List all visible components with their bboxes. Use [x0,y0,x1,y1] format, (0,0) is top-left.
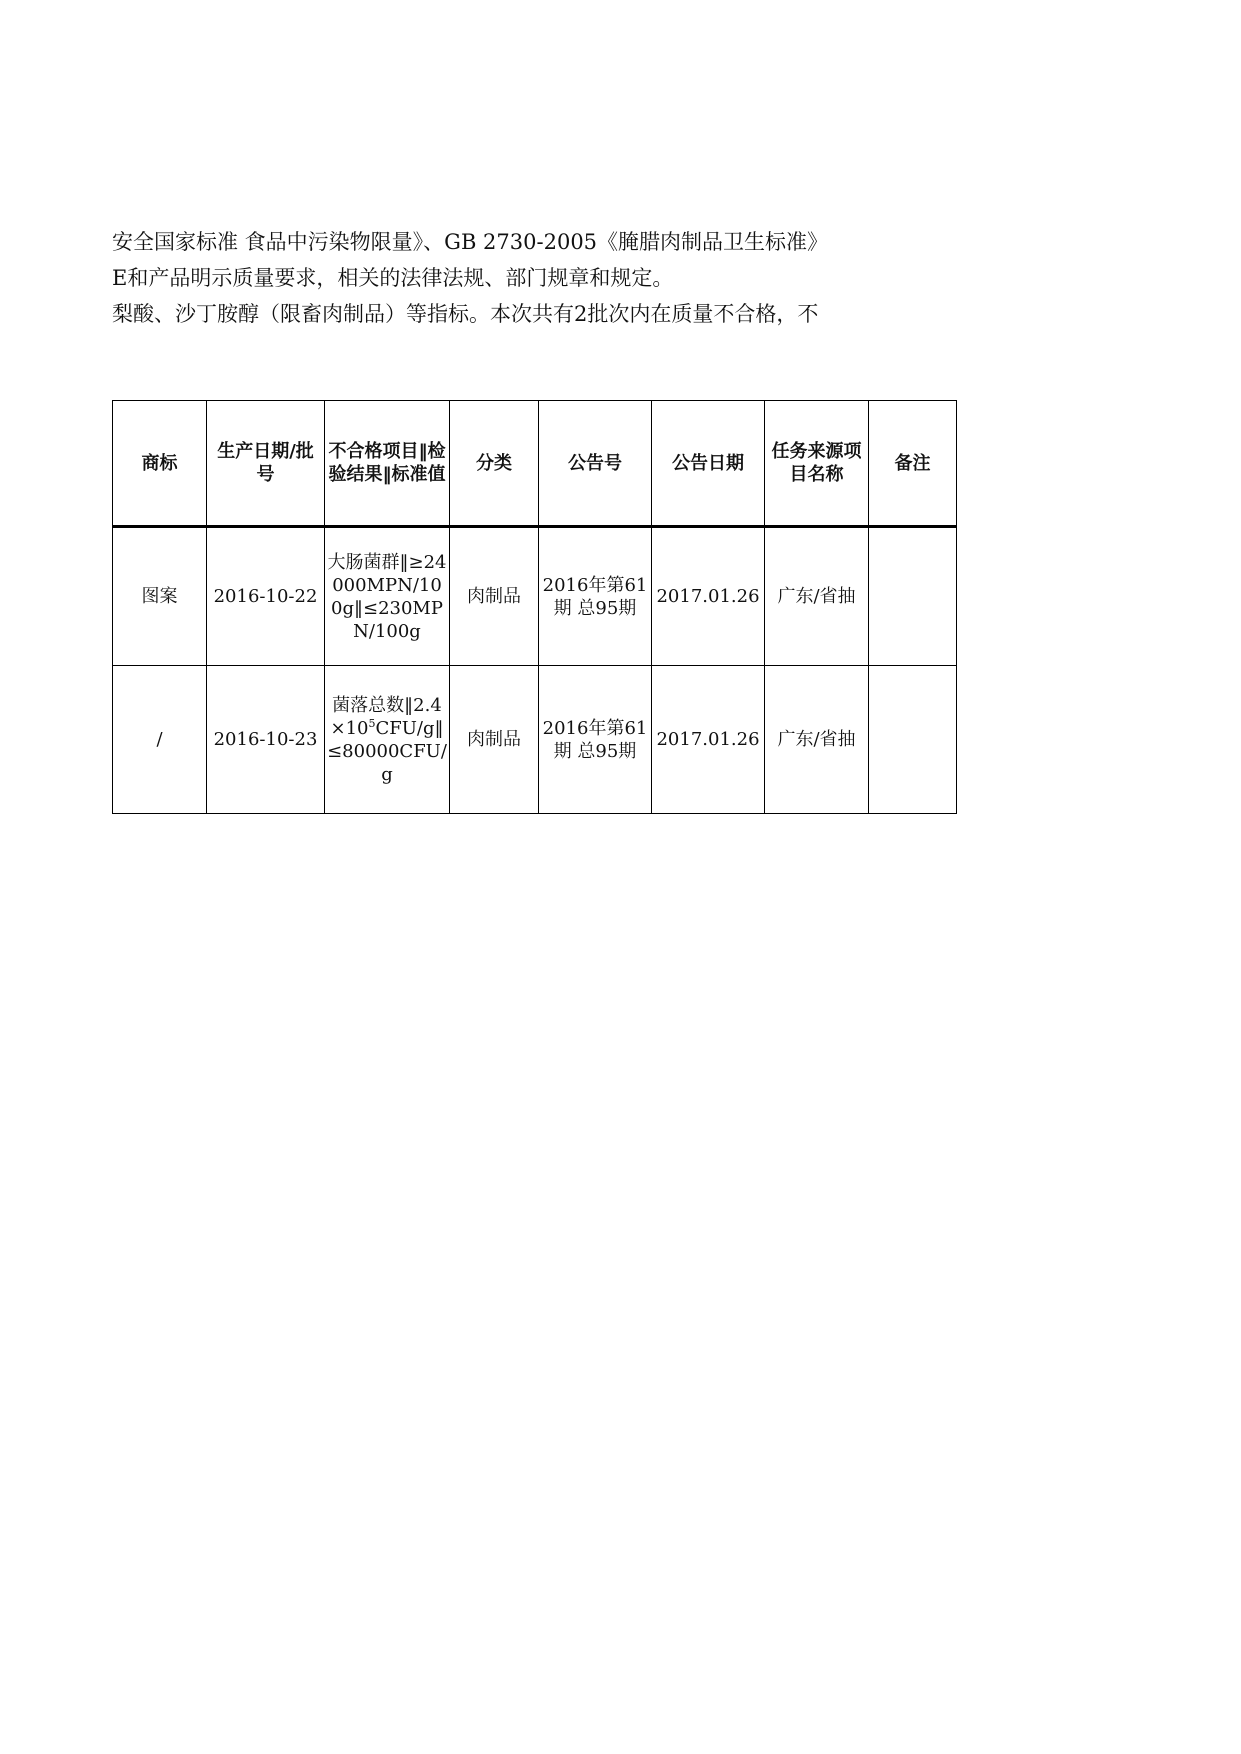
failed-item-text [327,694,447,786]
header-notice-number: 公告号 [539,401,652,527]
header-row [113,401,957,527]
header-task-source: 任务来源项目名称 [765,401,869,527]
failed-item-exponent: 5 [368,716,376,730]
header-remarks: 备注 [869,401,957,527]
cell-failed-item [325,527,450,666]
intro-line-2: E和产品明示质量要求，相关的法律法规、部门规章和规定。 [112,266,674,290]
cell-failed-item [325,666,450,814]
failed-item-part-2: CFU/g‖≤80000CFU/g [327,717,447,785]
header-production-date: 生产日期/批号 [207,401,325,527]
cell-category: 肉制品 [450,527,539,666]
cell-notice-date: 2017.01.26 [652,527,765,666]
cell-production-date: 2016-10-23 [207,666,325,814]
intro-line-1: 安全国家标准 食品中污染物限量》、GB 2730-2005《腌腊肉制品卫生标准》 [112,230,829,254]
header-notice-date: 公告日期 [652,401,765,527]
notice-number-text: 2016年第61期 总95期 [542,574,648,619]
failed-item-text: 大肠菌群‖≥24000MPN/100g‖≤230MPN/100g [327,551,447,642]
cell-notice-date: 2017.01.26 [652,666,765,814]
results-table [112,400,957,814]
cell-task-source: 广东/省抽 [765,666,869,814]
table-row [113,527,957,666]
notice-number-text: 2016年第61期 总95期 [542,717,648,762]
intro-line-3: 梨酸、沙丁胺醇（限畜肉制品）等指标。本次共有2批次内在质量不合格，不 [112,302,819,326]
cell-notice-number [539,666,652,814]
failed-item-part-1: 菌落总数‖2.4×10 [330,694,442,739]
cell-brand: / [113,666,207,814]
cell-notice-number [539,527,652,666]
cell-remarks [869,666,957,814]
header-brand: 商标 [113,401,207,527]
cell-category: 肉制品 [450,666,539,814]
cell-brand: 图案 [113,527,207,666]
table-row [113,666,957,814]
header-failed-item: 不合格项目‖检验结果‖标准值 [325,401,450,527]
header-category: 分类 [450,401,539,527]
cell-task-source: 广东/省抽 [765,527,869,666]
cell-remarks [869,527,957,666]
cell-production-date: 2016-10-22 [207,527,325,666]
